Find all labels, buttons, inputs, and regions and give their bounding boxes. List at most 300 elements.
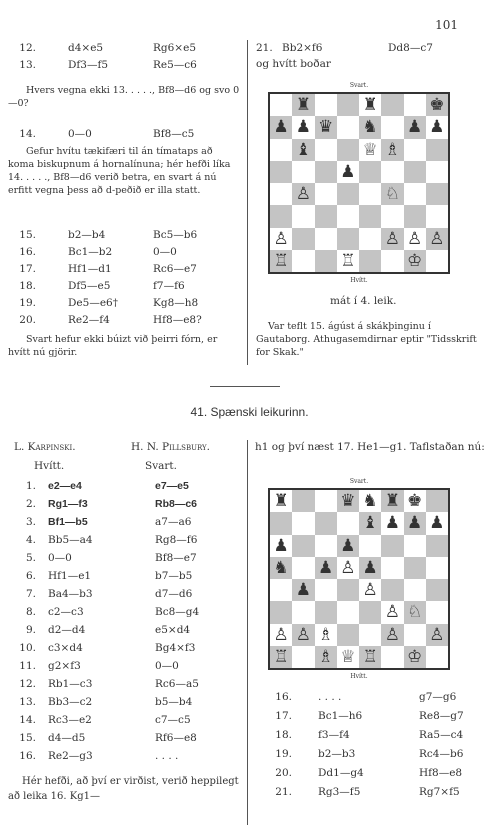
- board-square: [315, 94, 337, 116]
- black-king-piece: ♚: [429, 95, 445, 116]
- board-square: [381, 228, 403, 250]
- black-move: Dd8—c7: [388, 42, 433, 54]
- move-row: [0, 479, 250, 495]
- black-move: Re8—g7: [419, 710, 464, 722]
- move-row: [0, 569, 250, 585]
- board-square: [359, 601, 381, 623]
- move-number: 11.: [19, 660, 36, 672]
- move-number: 19.: [275, 748, 292, 760]
- board-square: [359, 490, 381, 512]
- black-move: 0—0: [153, 246, 177, 258]
- move-number: 7.: [25, 588, 36, 600]
- annotation-note: Hér hefði, að því er virðist, verið heppilegt að leika 16. Kg1—: [8, 776, 239, 802]
- board-square: [337, 624, 359, 646]
- move-row: [256, 766, 488, 782]
- black-knight-piece: ♞: [362, 491, 378, 512]
- board-square: [359, 512, 381, 534]
- board-square: [381, 116, 403, 138]
- board-square: [292, 535, 314, 557]
- board-bottom-label: Hvítt.: [350, 277, 368, 284]
- move-row: [0, 296, 250, 312]
- black-move: Bf8—c5: [153, 128, 195, 140]
- move-row: [0, 41, 250, 57]
- white-queen-piece: ♕: [340, 646, 356, 667]
- move-number: 4.: [25, 534, 36, 546]
- move-number: 16.: [19, 246, 36, 258]
- move-number: 20.: [19, 314, 36, 326]
- board-square: [381, 490, 403, 512]
- black-move: Rc6—a5: [155, 678, 199, 690]
- board-square: [337, 94, 359, 116]
- board-square: [315, 490, 337, 512]
- white-move: Rg1—f3: [48, 498, 88, 510]
- board-square: [426, 250, 448, 272]
- board-square: [426, 512, 448, 534]
- move-row: [0, 245, 250, 261]
- black-pawn-piece: ♟: [340, 161, 356, 182]
- black-pawn-piece: ♟: [273, 117, 289, 138]
- board-bottom-label: Hvítt.: [350, 673, 368, 680]
- board-square: [381, 624, 403, 646]
- black-pawn-piece: ♟: [273, 535, 289, 556]
- board-square: [270, 116, 292, 138]
- played-note: Var teflt 15. ágúst á skákþinginu í Gautaborg. Athugasemdirnar eptir "Tidsskrift for Skak.": [256, 321, 477, 358]
- white-rook-piece: ♖: [273, 646, 289, 667]
- right-text: h1 og því næst 17. He1—g1. Taflstaðan nú:: [255, 441, 485, 453]
- move-row: [0, 623, 250, 639]
- black-move: e7—e5: [155, 480, 189, 492]
- board-square: [292, 601, 314, 623]
- board-top-label: Svart.: [349, 478, 369, 485]
- white-move: e2—e4: [48, 480, 82, 492]
- board-square: [315, 205, 337, 227]
- board-square: [315, 250, 337, 272]
- move-row: [256, 785, 488, 801]
- board-square: [404, 205, 426, 227]
- board-square: [426, 139, 448, 161]
- column-divider: [247, 40, 248, 365]
- board-square: [270, 624, 292, 646]
- black-move: b7—b5: [155, 570, 193, 582]
- board-square: [270, 557, 292, 579]
- black-pawn-piece: ♟: [407, 117, 423, 138]
- white-move: Bb5—a4: [48, 534, 93, 546]
- board-square: [381, 250, 403, 272]
- move-row: [0, 279, 250, 295]
- white-move: Rg3—f5: [318, 786, 361, 798]
- black-pawn-piece: ♟: [318, 557, 334, 578]
- board-square: [292, 94, 314, 116]
- move-number: 16.: [275, 691, 292, 703]
- black-player: H. N. Pillsbury.: [131, 441, 211, 453]
- board-square: [359, 624, 381, 646]
- move-number: 16.: [19, 750, 36, 762]
- move-number: 19.: [19, 297, 36, 309]
- board-square: [426, 535, 448, 557]
- board-square: [270, 646, 292, 668]
- black-move: Hf8—e8?: [153, 314, 202, 326]
- board-square: [270, 601, 292, 623]
- move-row: [256, 709, 488, 725]
- white-move: d2—d4: [48, 624, 86, 636]
- board-square: [315, 624, 337, 646]
- board-square: [426, 624, 448, 646]
- white-queen-piece: ♕: [362, 139, 378, 160]
- white-move: De5—e6†: [68, 297, 118, 309]
- white-pawn-piece: ♙: [384, 228, 400, 249]
- board-square: [426, 557, 448, 579]
- black-move: Bc5—b6: [153, 229, 198, 241]
- board-square: [315, 512, 337, 534]
- board-square: [292, 579, 314, 601]
- white-move: Hf1—e1: [48, 570, 92, 582]
- board-square: [270, 205, 292, 227]
- board-square: [315, 161, 337, 183]
- move-number: 13.: [19, 696, 36, 708]
- board-square: [315, 116, 337, 138]
- black-queen-piece: ♛: [340, 491, 356, 512]
- board-square: [426, 116, 448, 138]
- white-move: Bf1—b5: [48, 516, 88, 528]
- white-move: Re2—f4: [68, 314, 110, 326]
- board-square: [292, 183, 314, 205]
- board-square: [337, 250, 359, 272]
- board-square: [381, 512, 403, 534]
- board-square: [426, 490, 448, 512]
- black-pawn-piece: ♟: [295, 580, 311, 601]
- black-pawn-piece: ♟: [429, 117, 445, 138]
- move-number: 15.: [19, 229, 36, 241]
- move-row: [0, 58, 250, 74]
- black-pawn-piece: ♟: [295, 117, 311, 138]
- board-square: [426, 94, 448, 116]
- black-move: Ra5—c4: [419, 729, 464, 741]
- board-square: [337, 490, 359, 512]
- black-move: Kg8—h8: [153, 297, 199, 309]
- white-pawn-piece: ♙: [295, 624, 311, 645]
- black-pawn-piece: ♟: [340, 535, 356, 556]
- white-move: Bb2×f6: [282, 42, 323, 54]
- board-square: [270, 139, 292, 161]
- board-square: [270, 250, 292, 272]
- black-move: Bg4×f3: [155, 642, 196, 654]
- black-move: Rc4—b6: [419, 748, 464, 760]
- move-row: [0, 641, 250, 657]
- black-move: Rg8—f6: [155, 534, 198, 546]
- white-rook-piece: ♖: [273, 250, 289, 271]
- board-square: [337, 183, 359, 205]
- black-bishop-piece: ♝: [295, 139, 311, 160]
- board-square: [426, 228, 448, 250]
- white-bishop-piece: ♗: [318, 624, 334, 645]
- white-bishop-piece: ♗: [384, 139, 400, 160]
- page-number: 101: [435, 18, 458, 32]
- move-number: 21.: [275, 786, 292, 798]
- black-move: Rb8—c6: [155, 498, 198, 510]
- white-rook-piece: ♖: [340, 250, 356, 271]
- annotation-note: Svart hefur ekki búizt við þeirri fórn, er hvítt nú gjörir.: [8, 334, 218, 358]
- board-square: [270, 490, 292, 512]
- move-row: [0, 587, 250, 603]
- board-square: [359, 161, 381, 183]
- board-square: [426, 601, 448, 623]
- move-number: 8.: [25, 606, 36, 618]
- move-row: [0, 605, 250, 621]
- black-pawn-piece: ♟: [407, 513, 423, 534]
- white-move: Df3—f5: [68, 59, 109, 71]
- move-row: [0, 551, 250, 567]
- black-move: Rf6—e8: [155, 732, 197, 744]
- board-square: [404, 579, 426, 601]
- chess-board: [268, 92, 450, 274]
- white-rook-piece: ♖: [362, 646, 378, 667]
- move-number: 18.: [19, 280, 36, 292]
- board-square: [337, 557, 359, 579]
- black-pawn-piece: ♟: [362, 557, 378, 578]
- move-number: 13.: [19, 59, 36, 71]
- board-square: [359, 116, 381, 138]
- board-square: [292, 512, 314, 534]
- white-knight-piece: ♘: [407, 602, 423, 623]
- white-move: d4×e5: [68, 42, 104, 54]
- white-move: Ba4—b3: [48, 588, 93, 600]
- board-square: [359, 139, 381, 161]
- black-move: b5—b4: [155, 696, 193, 708]
- white-pawn-piece: ♙: [340, 557, 356, 578]
- board-square: [404, 94, 426, 116]
- board-square: [404, 490, 426, 512]
- move-row: [0, 677, 250, 693]
- board-square: [315, 139, 337, 161]
- board-square: [315, 579, 337, 601]
- white-bishop-piece: ♗: [318, 646, 334, 667]
- board-square: [292, 205, 314, 227]
- move-number: 5.: [25, 552, 36, 564]
- white-pawn-piece: ♙: [273, 624, 289, 645]
- move-row: [0, 533, 250, 549]
- board-square: [337, 205, 359, 227]
- right-moves: [256, 690, 488, 820]
- board-square: [337, 579, 359, 601]
- move-row: [0, 497, 250, 513]
- move-row: [0, 262, 250, 278]
- white-pawn-piece: ♙: [429, 228, 445, 249]
- move-row: [256, 41, 486, 57]
- white-move: b2—b4: [68, 229, 106, 241]
- white-move: Re2—g3: [48, 750, 93, 762]
- move-number: 17.: [275, 710, 292, 722]
- black-rook-piece: ♜: [273, 491, 289, 512]
- board-square: [337, 139, 359, 161]
- move-number: 14.: [19, 128, 36, 140]
- board-square: [359, 94, 381, 116]
- black-move: f7—f6: [153, 280, 185, 292]
- black-move: Bc8—g4: [155, 606, 200, 618]
- board-square: [315, 646, 337, 668]
- black-rook-piece: ♜: [384, 491, 400, 512]
- board-square: [404, 228, 426, 250]
- board-square: [426, 579, 448, 601]
- annotation-note: Gefur hvítu tækifæri til án tímataps að koma biskupnum á hornalínuna; hér hefði líka 14. . . . ., Bf8—d6 verið betra, en svart á nú erfitt vegna þess að d-peðið er illa statt.: [8, 146, 231, 196]
- white-move: Hf1—d1: [68, 263, 112, 275]
- board-square: [292, 139, 314, 161]
- board-square: [404, 116, 426, 138]
- move-number: 18.: [275, 729, 292, 741]
- board-square: [270, 228, 292, 250]
- board-square: [381, 205, 403, 227]
- board-square: [337, 161, 359, 183]
- white-pawn-piece: ♙: [273, 228, 289, 249]
- board-square: [404, 624, 426, 646]
- black-side-label: Svart.: [145, 460, 177, 472]
- board-square: [315, 228, 337, 250]
- white-side-label: Hvítt.: [34, 460, 65, 472]
- board-square: [359, 557, 381, 579]
- move-note: og hvítt boðar: [256, 58, 331, 70]
- board-square: [381, 161, 403, 183]
- section-divider: [210, 386, 280, 387]
- white-move: Rb1—c3: [48, 678, 93, 690]
- board-square: [337, 512, 359, 534]
- board-square: [404, 183, 426, 205]
- white-king-piece: ♔: [407, 250, 423, 271]
- move-number: 10.: [19, 642, 36, 654]
- move-number: 14.: [19, 714, 36, 726]
- board-square: [404, 601, 426, 623]
- board-square: [404, 535, 426, 557]
- board-square: [426, 161, 448, 183]
- move-row: [0, 695, 250, 711]
- board-square: [359, 579, 381, 601]
- board-square: [292, 228, 314, 250]
- board-square: [404, 161, 426, 183]
- black-move: Rg7×f5: [419, 786, 460, 798]
- board-square: [381, 646, 403, 668]
- black-pawn-piece: ♟: [384, 513, 400, 534]
- move-number: 21.: [256, 42, 273, 54]
- move-row: [0, 313, 250, 329]
- move-number: 12.: [19, 42, 36, 54]
- move-row: [256, 747, 488, 763]
- move-number: 3.: [25, 516, 36, 528]
- black-knight-piece: ♞: [273, 557, 289, 578]
- move-row: [0, 659, 250, 675]
- black-move: d7—d6: [155, 588, 193, 600]
- board-square: [337, 535, 359, 557]
- board-top-label: Svart.: [349, 82, 369, 89]
- black-bishop-piece: ♝: [362, 513, 378, 534]
- black-pawn-piece: ♟: [429, 513, 445, 534]
- white-pawn-piece: ♙: [384, 624, 400, 645]
- board-square: [315, 183, 337, 205]
- board-square: [292, 250, 314, 272]
- board-square: [315, 557, 337, 579]
- board-square: [270, 535, 292, 557]
- board-square: [359, 535, 381, 557]
- move-row: [0, 127, 250, 143]
- white-move: c2—c3: [48, 606, 84, 618]
- black-move: Bf8—e7: [155, 552, 197, 564]
- board-square: [426, 646, 448, 668]
- move-number: 1.: [25, 480, 36, 492]
- board-square: [315, 601, 337, 623]
- board-square: [359, 205, 381, 227]
- mate-text: mát í 4. leik.: [330, 295, 397, 307]
- white-player: L. Karpinski.: [14, 441, 76, 453]
- board-square: [381, 601, 403, 623]
- board-square: [315, 535, 337, 557]
- white-move: 0—0: [68, 128, 92, 140]
- move-number: 2.: [25, 498, 36, 510]
- black-move: a7—a6: [155, 516, 192, 528]
- move-number: 17.: [19, 263, 36, 275]
- white-pawn-piece: ♙: [295, 184, 311, 205]
- white-pawn-piece: ♙: [384, 602, 400, 623]
- black-move: 0—0: [155, 660, 179, 672]
- white-pawn-piece: ♙: [407, 228, 423, 249]
- move-number: 12.: [19, 678, 36, 690]
- board-square: [426, 205, 448, 227]
- board-square: [292, 557, 314, 579]
- board-square: [292, 646, 314, 668]
- white-move: d4—d5: [48, 732, 86, 744]
- board-square: [381, 94, 403, 116]
- black-move: Rg6×e5: [153, 42, 196, 54]
- move-row: [0, 731, 250, 747]
- white-pawn-piece: ♙: [362, 580, 378, 601]
- black-queen-piece: ♛: [318, 117, 334, 138]
- board-square: [270, 94, 292, 116]
- game-title: 41. Spænski leikurinn.: [190, 405, 309, 419]
- move-number: 20.: [275, 767, 292, 779]
- board-square: [270, 183, 292, 205]
- chess-board: [268, 488, 450, 670]
- board-square: [337, 646, 359, 668]
- white-move: Df5—e5: [68, 280, 111, 292]
- black-move: . . . .: [155, 750, 179, 762]
- board-square: [359, 228, 381, 250]
- game-moves: [0, 479, 250, 769]
- black-rook-piece: ♜: [362, 95, 378, 116]
- move-row: [256, 728, 488, 744]
- board-square: [404, 250, 426, 272]
- white-move: g2×f3: [48, 660, 81, 672]
- board-square: [359, 183, 381, 205]
- board-square: [337, 228, 359, 250]
- board-square: [292, 490, 314, 512]
- board-square: [381, 535, 403, 557]
- board-square: [426, 183, 448, 205]
- board-square: [337, 601, 359, 623]
- white-king-piece: ♔: [407, 646, 423, 667]
- black-move: Rc6—e7: [153, 263, 197, 275]
- annotation-note: Hvers vegna ekki 13. . . . ., Bf8—d6 og svo 0—0?: [8, 85, 240, 109]
- white-move: 0—0: [48, 552, 72, 564]
- white-move: Rc3—e2: [48, 714, 92, 726]
- white-move: c3×d4: [48, 642, 83, 654]
- board-square: [292, 161, 314, 183]
- move-number: 6.: [25, 570, 36, 582]
- board-square: [381, 579, 403, 601]
- move-number: 9.: [25, 624, 36, 636]
- black-move: e5×d4: [155, 624, 191, 636]
- board-square: [270, 579, 292, 601]
- board-square: [292, 116, 314, 138]
- board-square: [404, 139, 426, 161]
- black-knight-piece: ♞: [362, 117, 378, 138]
- move-row: [256, 690, 488, 706]
- white-move: Bb3—c2: [48, 696, 93, 708]
